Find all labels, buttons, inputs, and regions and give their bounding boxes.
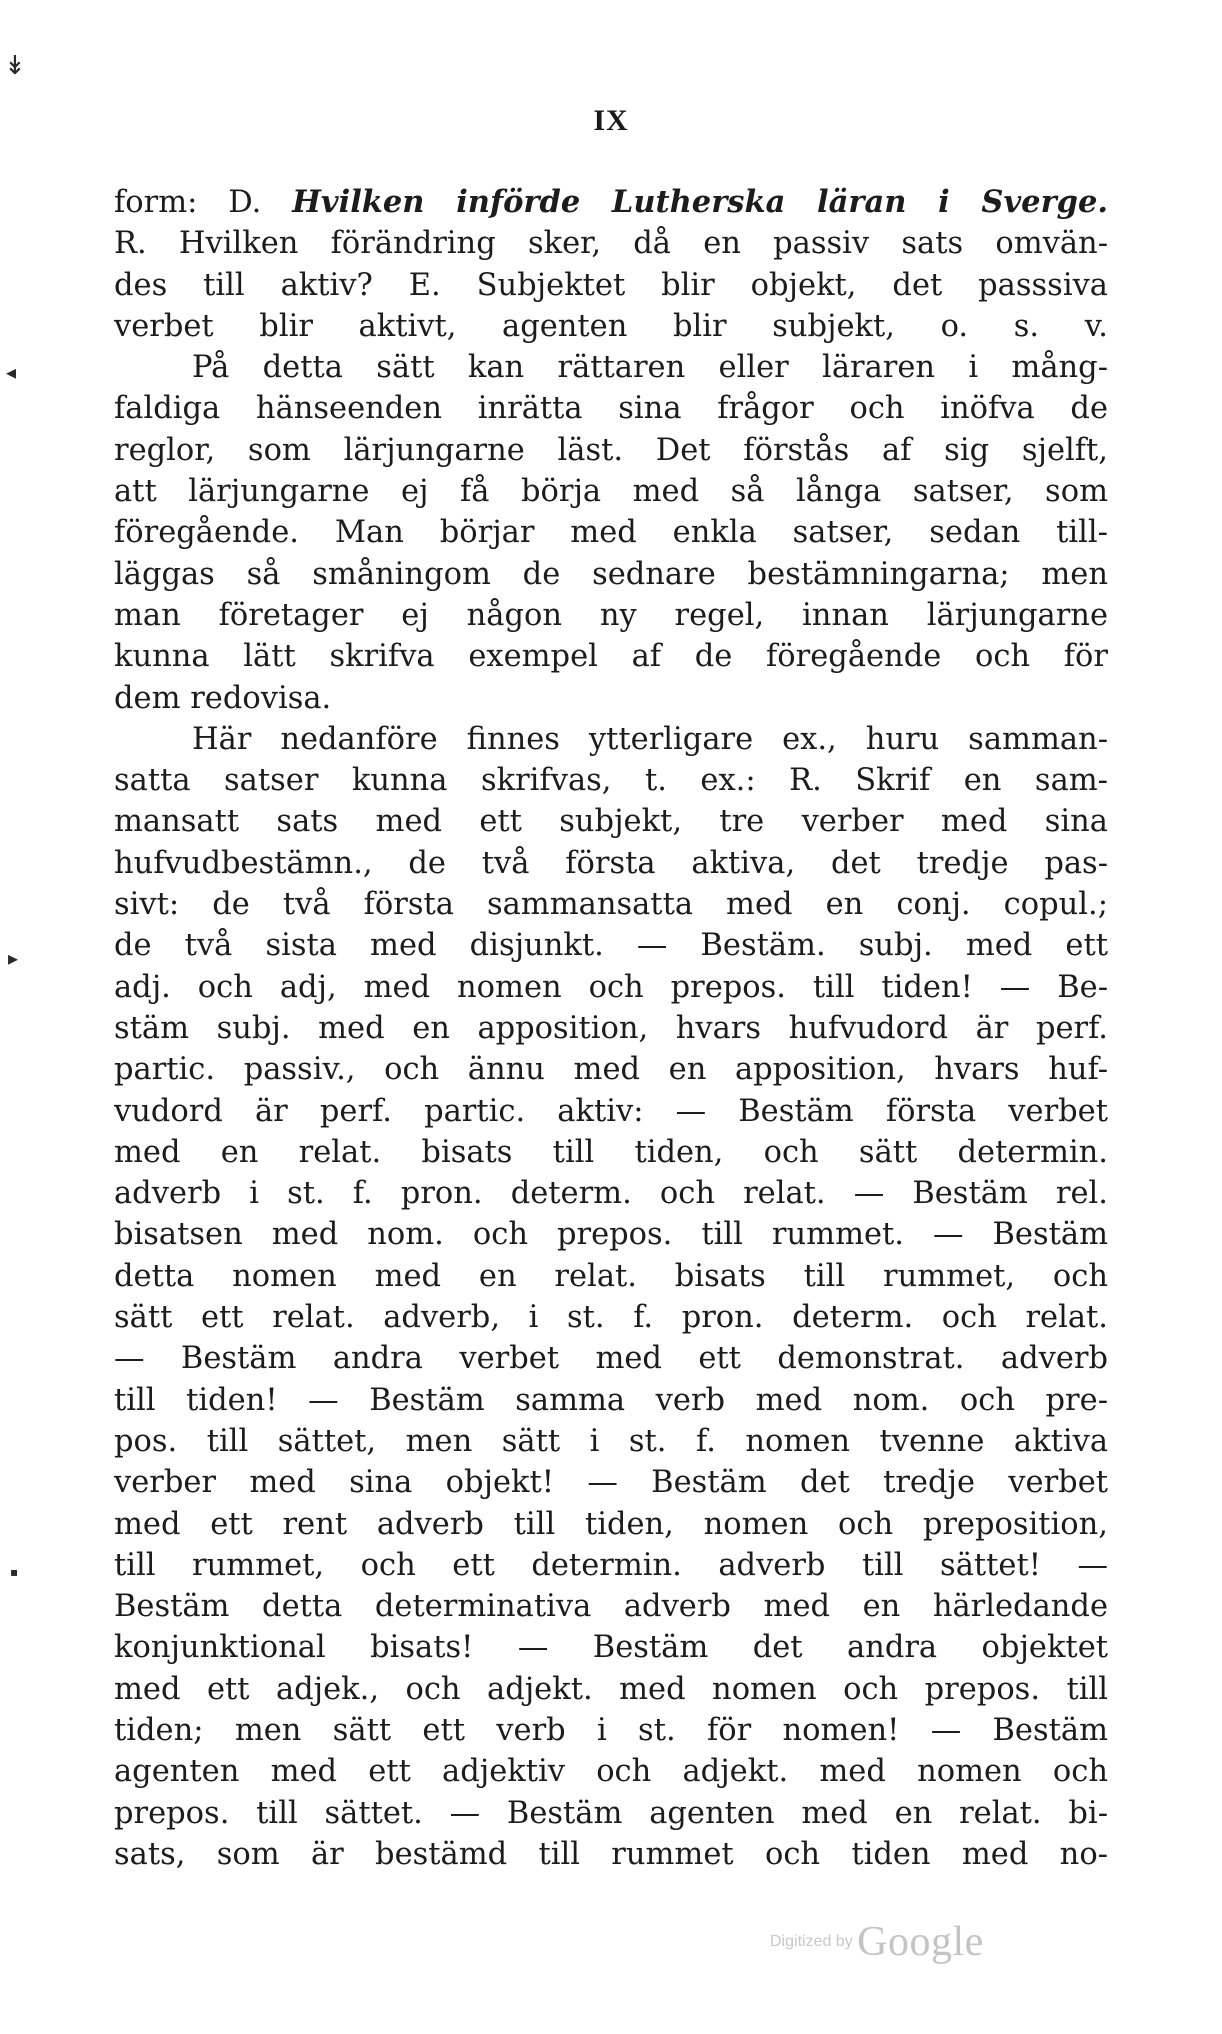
text-line: R. Hvilken förändring sker, då en passiv sats omvän- xyxy=(114,226,1108,262)
text-line: till rummet, och ett determin. adverb till sättet! — xyxy=(114,1547,1108,1583)
text-line xyxy=(114,182,1108,223)
text-line: med en relat. bisats till tiden, och sätt determin. xyxy=(114,1134,1108,1170)
margin-dot-mark: ▪ xyxy=(10,1565,19,1579)
text-line: med ett rent adverb till tiden, nomen och preposition, xyxy=(114,1506,1108,1542)
margin-arrow-mark: ▸ xyxy=(8,946,19,970)
text-line: hufvudbestämn., de två första aktiva, det tredje pas- xyxy=(114,845,1108,881)
text-line: att lärjungarne ej få börja med så långa satser, som xyxy=(114,474,1108,510)
watermark-prefix: Digitized by xyxy=(770,1933,853,1950)
text-line: pos. till sättet, men sätt i st. f. nomen tvenne aktiva xyxy=(114,1423,1108,1459)
text-line-italic: Hvilken införde Lutherska läran i Sverge. xyxy=(292,184,1108,220)
text-line: läggas så småningom de sednare bestämningarna; men xyxy=(114,556,1108,592)
text-line: adverb i st. f. pron. determ. och relat. — Bestäm rel. xyxy=(114,1176,1108,1212)
text-line: faldiga hänseenden inrätta sina frågor och inöfva de xyxy=(114,391,1108,427)
text-line: agenten med ett adjektiv och adjekt. med nomen och xyxy=(114,1754,1108,1790)
text-line: Här nedanföre finnes ytterligare ex., huru samman- xyxy=(192,721,1108,757)
text-line: föregående. Man börjar med enkla satser, sedan till- xyxy=(114,515,1108,551)
text-line: des till aktiv? E. Subjektet blir objekt, det passsiva xyxy=(114,267,1108,303)
text-line: kunna lätt skrifva exempel af de föregående och för xyxy=(114,639,1108,675)
body-text xyxy=(114,182,1108,1875)
text-line: stäm subj. med en apposition, hvars hufvudord är perf. xyxy=(114,1010,1108,1046)
text-line: Bestäm detta determinativa adverb med en härledande xyxy=(114,1589,1108,1625)
text-line: dem redovisa. xyxy=(114,680,332,716)
text-line: till tiden! — Bestäm samma verb med nom. och pre- xyxy=(114,1382,1108,1418)
text-line: detta nomen med en relat. bisats till rummet, och xyxy=(114,1258,1108,1294)
text-line: bisatsen med nom. och prepos. till rummet. — Bestäm xyxy=(114,1217,1108,1253)
margin-arrow-mark: ◂ xyxy=(6,360,17,384)
text-line: mansatt sats med ett subjekt, tre verber med sina xyxy=(114,804,1108,840)
text-line-plain: form: D. xyxy=(114,185,293,220)
text-line: man företager ej någon ny regel, innan lärjungarne xyxy=(114,597,1108,633)
text-line: sivt: de två första sammansatta med en conj. copul.; xyxy=(114,887,1108,923)
text-line: satta satser kunna skrifvas, t. ex.: R. Skrif en sam- xyxy=(114,763,1108,799)
text-line: verbet blir aktivt, agenten blir subjekt, o. s. v. xyxy=(114,308,1108,344)
text-line: På detta sätt kan rättaren eller läraren i mång- xyxy=(192,350,1108,386)
text-line: konjunktional bisats! — Bestäm det andra objektet xyxy=(114,1630,1108,1666)
text-line: sätt ett relat. adverb, i st. f. pron. determ. och relat. xyxy=(114,1300,1108,1336)
text-line: partic. passiv., och ännu med en apposition, hvars huf- xyxy=(114,1052,1108,1088)
margin-ink-mark: ↡ xyxy=(4,51,26,81)
text-line: tiden; men sätt ett verb i st. för nomen! — Bestäm xyxy=(114,1712,1108,1748)
google-logo: Google xyxy=(857,1919,984,1965)
page-number: IX xyxy=(593,104,629,137)
text-line: — Bestäm andra verbet med ett demonstrat. adverb xyxy=(114,1341,1108,1377)
text-line: verber med sina objekt! — Bestäm det tredje verbet xyxy=(114,1465,1108,1501)
text-line: adj. och adj, med nomen och prepos. till tiden! — Be- xyxy=(114,969,1108,1005)
digitized-by-google-watermark xyxy=(770,1918,984,1966)
text-line: prepos. till sättet. — Bestäm agenten med en relat. bi- xyxy=(114,1795,1108,1831)
text-line: reglor, som lärjungarne läst. Det förstås af sig sjelft, xyxy=(114,432,1108,468)
text-line: med ett adjek., och adjekt. med nomen och prepos. till xyxy=(114,1671,1108,1707)
text-line: de två sista med disjunkt. — Bestäm. subj. med ett xyxy=(114,928,1108,964)
text-line: sats, som är bestämd till rummet och tiden med no- xyxy=(114,1836,1108,1872)
text-line: vudord är perf. partic. aktiv: — Bestäm första verbet xyxy=(114,1093,1108,1129)
